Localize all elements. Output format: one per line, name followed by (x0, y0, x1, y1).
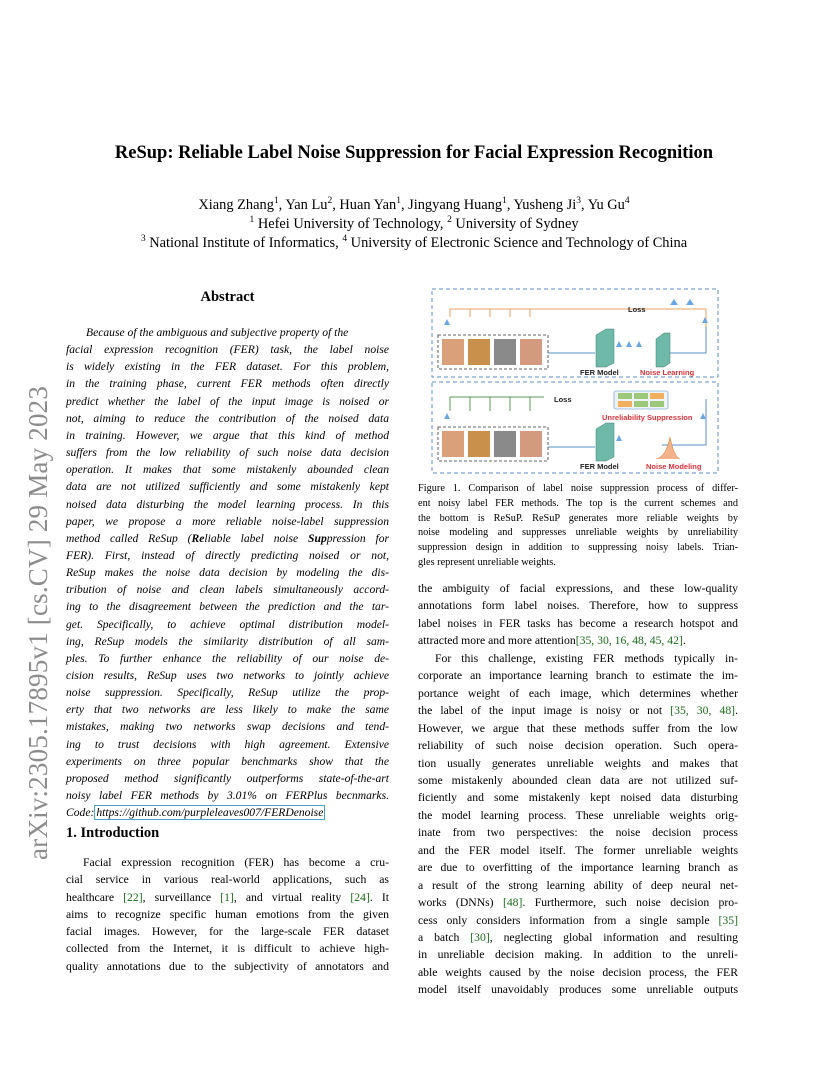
body-text-line (66, 889, 389, 906)
citation-link[interactable]: [1] (220, 890, 234, 904)
abstract-line: experiments on three popular benchmarks show that the (66, 754, 389, 768)
text-run: are due to overfitting of the importance learning branch as (418, 861, 738, 875)
unreliable-weight-triangle (702, 317, 708, 323)
abstract-line: ReSup makes the noise data decision by modeling the dis- (66, 566, 389, 580)
affiliation-line (60, 215, 768, 234)
citation-link[interactable]: [35] (718, 913, 738, 927)
body-text-line (418, 859, 738, 876)
body-text-line (418, 650, 738, 667)
text-run: healthcare (66, 890, 124, 904)
noise-learning-label: Noise Learning (640, 368, 695, 377)
bottom-panel-frame (432, 382, 718, 473)
abstract-line: data are not utilized sufficiently and some mistakenly kept (66, 480, 389, 494)
author-name: Yu Gu (587, 197, 625, 213)
body-text-line (418, 912, 738, 929)
author-name: Xiang Zhang (198, 197, 274, 213)
abstract-line: noisy label FER methods by 3.01% on FERPlus becnmarks. (66, 789, 389, 803)
abstract-line: FER). First, instead of directly predicting noised or not, (66, 548, 389, 562)
affiliation-name: National Institute of Informatics, (149, 235, 339, 251)
body-text-line (418, 772, 738, 789)
author-mark: 3 (576, 196, 582, 206)
unreliable-weight-triangle (670, 299, 678, 305)
author-mark: 1 (396, 196, 401, 206)
paper-title: ReSup: Reliable Label Noise Suppression for Facial Expression Recognition (114, 143, 714, 163)
body-text-line (418, 894, 738, 911)
section-heading: 1. Introduction (66, 825, 160, 841)
body-text-line (418, 929, 738, 946)
text-run: . (735, 704, 738, 718)
face-image (442, 339, 464, 365)
body-text-line (66, 854, 389, 871)
text-run: works (DNNs) (418, 896, 503, 910)
author-mark: 1 (273, 196, 279, 206)
body-text-line (418, 702, 738, 719)
resup-bold-segment: Sup (308, 531, 327, 545)
body-text-line (418, 667, 738, 684)
abstract-line: in the training phase, current FER methods often directly (66, 377, 389, 391)
author-mark: 1 (502, 196, 507, 206)
text-run: tion usually generates unreliable weights and makes that (418, 756, 738, 770)
text-run: collected from the Internet, it is difficult to achieve high- (66, 942, 389, 956)
body-text-line (66, 923, 389, 940)
text-run: . (682, 634, 686, 648)
text-run: cial service in various real-world applications, such as (66, 873, 389, 887)
weight-cell (650, 401, 664, 407)
body-text-line (418, 720, 738, 737)
abstract-line: erty that two networks are less likely to make the same (66, 703, 389, 717)
text-run: quality annotations due to the subjectivity of annotators and (66, 959, 389, 973)
text-run: portance weight of each image, which determines whether (418, 686, 738, 700)
citation-link[interactable]: [35, 30, 48] (670, 704, 736, 718)
caption-line: Figure 1. Comparison of label noise suppression process of differ- (418, 483, 738, 494)
weight-cell (618, 393, 632, 399)
text-run: cess only considers information from a single sample (418, 913, 719, 927)
abstract-line: suffers from the low reliability of such noise data decision (66, 446, 389, 460)
text-run: reliability of such noise decision operation. Such opera- (418, 739, 738, 753)
abstract-heading: Abstract (200, 289, 255, 305)
author-name: Yusheng Ji (513, 197, 577, 213)
affiliation-mark: 4 (342, 234, 348, 244)
abstract-line: facial expression recognition (FER) task, the label noise (66, 343, 389, 357)
text-run: inate from two perspectives: the noise decision process (418, 826, 738, 840)
abstract-line: not, aiming to reduce the contribution of the noised data (66, 411, 389, 425)
weight-cell (634, 393, 648, 399)
text-run: , and virtual reality (233, 890, 351, 904)
text-run: aims to recognize specific human emotions from the given (66, 907, 389, 921)
abstract-line: ing, ReSup models the similarity distribution of all sam- (66, 634, 389, 648)
text-run: . It (369, 890, 389, 904)
abstract-line: noise suppression. Specifically, ReSup utilize the prop- (66, 686, 389, 700)
unreliability-suppression-label: Unreliability Suppression (602, 413, 693, 422)
citation-link[interactable]: [30] (470, 931, 490, 944)
text-run: , surveillance (142, 890, 221, 904)
abstract-line: get. Specifically, to achieve optimal distribution model- (66, 617, 389, 631)
abstract-line: method called ReSup (Reliable label noise Suppression for (66, 531, 389, 545)
body-text-line (418, 597, 738, 614)
text-run: . Furthermore, such noise decision pro- (522, 896, 738, 910)
text-run: corporate an importance learning branch to estimate the im- (418, 669, 738, 683)
body-text-line (418, 580, 738, 597)
unreliable-weight-triangle (616, 435, 622, 441)
fer-model-block (596, 423, 614, 461)
resup-bold-segment: Re (191, 531, 205, 545)
author-mark: 2 (327, 196, 333, 206)
author-list: Xiang Zhang$^1$, Yan Lu$^2$, Huan Yan$^1$, Jingyang Huang$^1$, Yusheng Ji$^3$, Yu Gu$^4$ (198, 196, 630, 213)
abstract-line: is widely existing in the FER dataset. For this problem, (66, 360, 389, 374)
affiliation-name: University of Sydney (455, 216, 579, 232)
text-run: some mistakenly abounded clean data are not utilized suf- (418, 773, 738, 787)
caption-line: ent noisy label FER methods. The top is the current schemes and (418, 497, 738, 509)
face-image (520, 339, 542, 365)
body-text-line (66, 940, 389, 957)
affiliation-mark: 1 (249, 215, 255, 225)
face-image (442, 431, 464, 457)
abstract-line: in training. However, we argue that this kind of method (66, 428, 389, 442)
body-text-line (418, 964, 738, 981)
unreliable-weight-triangle (636, 341, 642, 347)
noise-modeling-label: Noise Modeling (646, 462, 702, 471)
body-text-line (418, 877, 738, 894)
face-image (520, 431, 542, 457)
author-name: Jingyang Huang (408, 197, 503, 213)
text-run: in unreliable decision making. In addition to the unreli- (418, 948, 738, 962)
text-run: able weights caused by the noise decision process, the FER (418, 965, 738, 979)
text-run: a batch (418, 931, 471, 944)
bottom-feedback-line (662, 399, 706, 445)
abstract-line: tribution of noise and clean labels simultaneously accord- (66, 583, 389, 597)
abstract-line: ing to the disagreement between the prediction and the tar- (66, 600, 389, 614)
body-text-line (418, 981, 738, 998)
text-run: attracted more and more attention (418, 634, 576, 648)
affiliation-name: Hefei University of Technology, (257, 216, 444, 232)
text-run: and the FER model itself. The former unreliable weights (418, 843, 738, 857)
weight-cell (618, 401, 632, 407)
caption-line: gles represent unreliable weights. (418, 557, 556, 568)
code-url-link[interactable]: https://github.com/purpleleaves007/FERDenoise (96, 806, 324, 820)
unreliable-weight-triangle (626, 341, 632, 347)
top-fer-model-label: FER Model (580, 368, 619, 377)
body-text-line (418, 685, 738, 702)
text-run: facial images. However, for the large-scale FER dataset (66, 925, 389, 938)
citation-link[interactable]: [48] (502, 896, 523, 910)
abstract-line: proposed method significantly outperforms state-of-the-art (66, 771, 389, 785)
text-run: the model learning process. These unreliable weights orig- (418, 808, 738, 822)
affiliation-mark: 3 (140, 234, 146, 244)
citation-link[interactable]: [22] (123, 890, 143, 904)
top-loss-line (470, 309, 530, 317)
weight-cell (650, 393, 664, 399)
citation-link[interactable]: [24] (350, 890, 370, 904)
top-loss-arrow (450, 309, 706, 327)
caption-line: noise modeling and suppresses unreliable weights by unreliability (418, 527, 738, 539)
face-image (468, 431, 490, 457)
body-text-line (66, 871, 389, 888)
body-text-line (418, 737, 738, 754)
body-text-line (418, 842, 738, 859)
citation-link[interactable]: [35, 30, 16, 48, 45, 42] (575, 634, 683, 648)
noise-learning-block (656, 333, 670, 367)
abstract-line: noised data disturbing the model learning process. In this (66, 497, 389, 511)
bottom-fer-model-label: FER Model (580, 462, 619, 471)
noise-distribution-curve (656, 437, 680, 459)
unreliable-weight-triangle (444, 413, 450, 419)
text-run: model itself unavoidably produces some unreliable outputs (418, 983, 738, 997)
body-text-line (418, 632, 738, 649)
unreliable-weight-triangle (686, 299, 694, 305)
face-image (494, 339, 516, 365)
face-image (494, 431, 516, 457)
body-text-line (418, 824, 738, 841)
abstract-line: ples. To further enhance the reliability of our noise de- (66, 651, 389, 665)
body-text-line (418, 615, 738, 632)
author-name: Yan Lu (285, 197, 328, 213)
text-run: the ambiguity of facial expressions, and these low-quality (418, 582, 738, 595)
affiliation-mark: 2 (447, 215, 452, 225)
text-run: a result of the strong learning ability of deep neural net- (418, 878, 738, 892)
author-mark: 4 (624, 196, 630, 206)
text-run: However, we argue that these methods suffer from the low (418, 721, 738, 735)
body-text-line (66, 906, 389, 923)
abstract-line: cision results, ReSup uses two networks to jointly achieve (66, 669, 389, 682)
abstract-line: predict whether the label of the input image is noised or (66, 394, 389, 408)
affiliation-line (60, 234, 768, 253)
unreliable-weight-triangle (700, 413, 706, 419)
author-name: Huan Yan (339, 197, 397, 213)
face-image (468, 339, 490, 365)
body-text-line (418, 755, 738, 772)
text-run: annotations form label noises. Therefore, how to suppress (418, 599, 738, 613)
body-text-line (418, 789, 738, 806)
abstract-line: Code: https://github.com/purpleleaves007/FERDenoise (66, 806, 324, 820)
fer-model-block (596, 329, 614, 367)
abstract-line: mistakes, making two networks swap decisions and tend- (66, 720, 389, 734)
abstract-line: Because of the ambiguous and subjective property of the (86, 326, 349, 339)
body-text-line (66, 958, 389, 975)
unreliable-weight-triangle (616, 341, 622, 347)
text-run: label noises in FER tasks has become a research hotspot and (418, 616, 738, 630)
text-run: Facial expression recognition (FER) has become a cru- (83, 856, 389, 869)
caption-line: suppression design in addition to suppressing noisy labels. Trian- (418, 542, 738, 554)
unreliable-weight-triangle (444, 319, 450, 325)
affiliation-name: University of Electronic Science and Technology of China (350, 235, 688, 251)
text-run: ficiently and some mistakenly kept noised data disturbing (418, 791, 738, 805)
arxiv-stamp: arXiv:2305.17895v1 [cs.CV] 29 May 2023 (23, 385, 53, 860)
bottom-loss-lines (450, 397, 544, 411)
text-run: the label of the input image is noisy or not (418, 704, 671, 718)
text-run: , neglecting global information and resulting (489, 931, 738, 944)
top-loss-label: Loss (628, 305, 646, 314)
abstract-line: paper, we propose a more reliable noise-label suppression (66, 514, 389, 528)
abstract-line: ing to trust decisions with high agreement. Extensive (66, 737, 389, 751)
caption-line: the bottom is ReSuP. ReSuP generates more reliable weights by (418, 512, 738, 524)
weight-cell (634, 401, 648, 407)
abstract-line: operation. It makes that some mistakenly abounded clean (66, 463, 389, 477)
figure-1-diagram (430, 287, 720, 475)
bottom-loss-label: Loss (554, 395, 572, 404)
body-text-line (418, 807, 738, 824)
body-text-line (418, 946, 738, 963)
text-run: For this challenge, existing FER methods typically in- (435, 651, 738, 665)
